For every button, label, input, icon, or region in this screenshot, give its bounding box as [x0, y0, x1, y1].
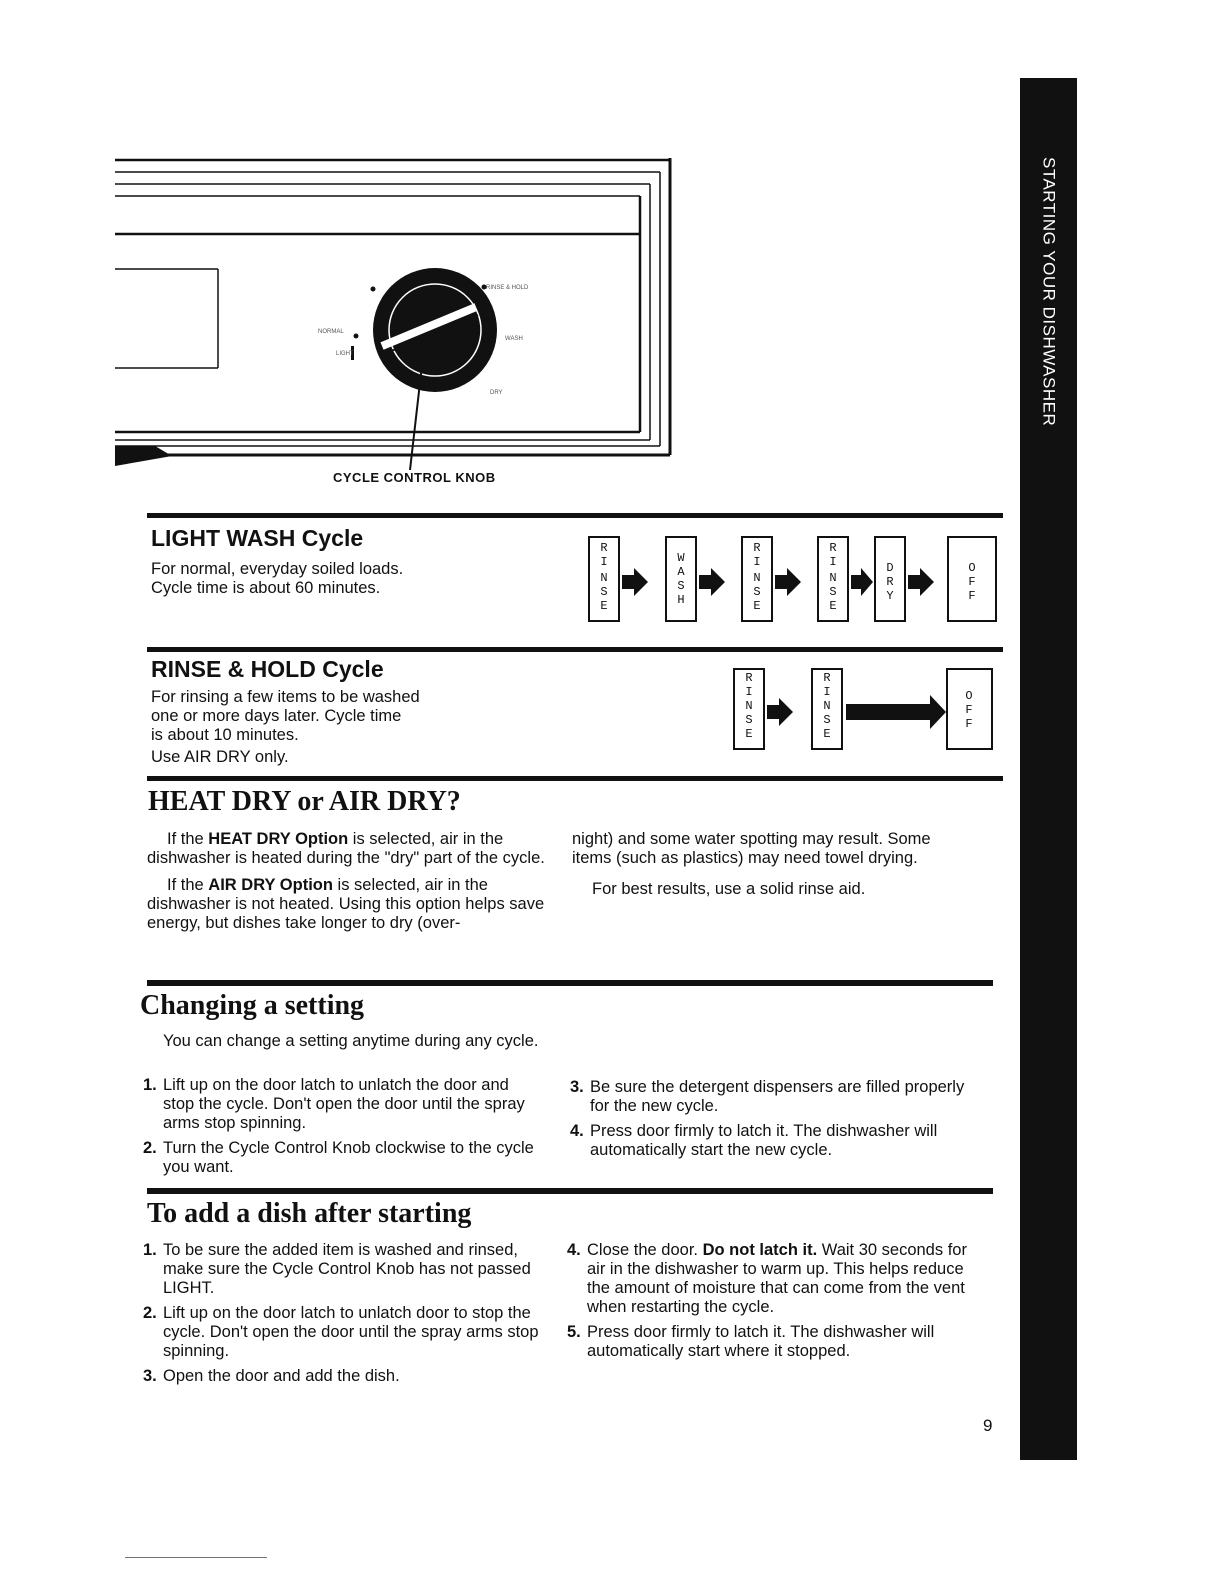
svg-text:I: I: [753, 555, 761, 569]
svg-text:O: O: [968, 561, 976, 575]
svg-text:F: F: [965, 717, 973, 731]
svg-text:S: S: [677, 579, 685, 593]
list-item: 4. Press door firmly to latch it. The dishwasher will automatically start the new cycle.: [570, 1122, 938, 1159]
svg-text:Y: Y: [886, 589, 894, 603]
rinse-hold-line: Use AIR DRY only.: [151, 748, 289, 766]
sidebar-tab: [1020, 78, 1077, 1460]
scan-line: [125, 1557, 267, 1558]
svg-text:N: N: [600, 571, 608, 585]
svg-text:S: S: [753, 585, 761, 599]
light-wash-title: LIGHT WASH Cycle: [151, 525, 364, 551]
svg-text:E: E: [600, 599, 608, 613]
list-item: 4. Close the door. Do not latch it. Wait 30 seconds for air in the dishwasher to warm up. This helps reduce the amount of moisture that can come from the vent when restarting the cycle.: [567, 1241, 967, 1316]
control-panel-illustration: [110, 150, 680, 470]
light-wash-cycle-diagram: [588, 535, 998, 630]
divider: [147, 776, 1003, 781]
svg-text:I: I: [745, 685, 753, 699]
svg-text:WASH: WASH: [505, 336, 523, 342]
heat-dry-paragraph: If the HEAT DRY Option is selected, air in the dishwasher is heated during the "dry" part of the cycle.: [147, 830, 545, 867]
air-dry-paragraph: If the AIR DRY Option is selected, air in the dishwasher is not heated. Using this option helps save energy, but dishes take longer to dry (over-: [147, 876, 545, 932]
svg-text:N: N: [829, 571, 837, 585]
heat-dry-continued: night) and some water spotting may result. Some items (such as plastics) may need towel drying.: [572, 830, 931, 867]
svg-text:E: E: [823, 727, 831, 741]
svg-text:RINSE & HOLD: RINSE & HOLD: [486, 285, 529, 291]
svg-text:F: F: [965, 703, 973, 717]
rinse-hold-cycle-diagram: [732, 667, 997, 757]
svg-text:N: N: [753, 571, 761, 585]
heat-dry-title: HEAT DRY or AIR DRY?: [148, 786, 461, 817]
changing-list-left: [143, 1076, 543, 1183]
svg-text:F: F: [968, 589, 976, 603]
rinse-aid-tip: For best results, use a solid rinse aid.: [592, 880, 866, 898]
heat-dry-right-column: [572, 830, 972, 899]
rinse-hold-line: is about 10 minutes.: [151, 726, 299, 744]
rinse-hold-description: [151, 688, 420, 767]
svg-text:R: R: [745, 671, 753, 685]
svg-text:O: O: [965, 689, 973, 703]
divider: [147, 513, 1003, 518]
svg-text:E: E: [745, 727, 753, 741]
list-item: 5. Press door firmly to latch it. The dishwasher will automatically start where it stopped.: [567, 1323, 935, 1360]
svg-text:R: R: [753, 541, 761, 555]
light-wash-description: [151, 560, 403, 598]
list-item: 1. To be sure the added item is washed and rinsed, make sure the Cycle Control Knob has not passed LIGHT.: [143, 1241, 531, 1297]
rinse-hold-line: For rinsing a few items to be washed: [151, 688, 420, 706]
changing-title: Changing a setting: [140, 990, 365, 1021]
light-wash-line: Cycle time is about 60 minutes.: [151, 579, 381, 597]
step-letter: R: [600, 541, 608, 555]
svg-text:D: D: [886, 561, 894, 575]
svg-text:I: I: [829, 555, 837, 569]
svg-text:N: N: [823, 699, 831, 713]
cycle-control-knob-caption: CYCLE CONTROL KNOB: [333, 470, 496, 485]
svg-text:S: S: [823, 713, 831, 727]
rinse-hold-line: one or more days later. Cycle time: [151, 707, 402, 725]
list-item: 2. Lift up on the door latch to unlatch door to stop the cycle. Don't open the door until the spray arms stop spinning.: [143, 1304, 539, 1360]
changing-list-right: [570, 1078, 980, 1166]
svg-text:F: F: [968, 575, 976, 589]
divider: [147, 647, 1003, 652]
page-number: 9: [983, 1416, 993, 1435]
svg-text:NORMAL: NORMAL: [318, 329, 344, 335]
list-item: 3. Open the door and add the dish.: [143, 1367, 400, 1385]
list-item: 1. Lift up on the door latch to unlatch the door and stop the cycle. Don't open the door until the spray arms stop spinning.: [143, 1076, 525, 1132]
svg-text:N: N: [745, 699, 753, 713]
svg-text:I: I: [600, 555, 608, 569]
svg-text:H: H: [677, 593, 685, 607]
add-dish-list-left: [143, 1241, 543, 1392]
svg-text:S: S: [829, 585, 837, 599]
svg-text:R: R: [886, 575, 894, 589]
svg-text:S: S: [745, 713, 753, 727]
svg-text:DRY: DRY: [490, 390, 503, 396]
list-item: 2. Turn the Cycle Control Knob clockwise to the cycle you want.: [143, 1139, 534, 1176]
svg-text:E: E: [753, 599, 761, 613]
svg-text:I: I: [823, 685, 831, 699]
changing-intro: You can change a setting anytime during any cycle.: [163, 1032, 539, 1050]
svg-text:W: W: [677, 551, 685, 565]
rinse-hold-title: RINSE & HOLD Cycle: [151, 656, 384, 682]
light-wash-line: For normal, everyday soiled loads.: [151, 560, 404, 578]
add-dish-list-right: [567, 1241, 967, 1367]
svg-text:S: S: [600, 585, 608, 599]
svg-text:A: A: [677, 565, 685, 579]
svg-text:R: R: [823, 671, 831, 685]
add-dish-title: To add a dish after starting: [147, 1198, 472, 1229]
sidebar-label: STARTING YOUR DISHWASHER: [1039, 157, 1059, 427]
divider: [147, 1188, 993, 1194]
list-item: 3. Be sure the detergent dispensers are filled properly for the new cycle.: [570, 1078, 965, 1115]
heat-dry-left-column: [147, 830, 547, 933]
svg-text:LIGHT: LIGHT: [336, 351, 354, 357]
divider: [147, 980, 993, 986]
svg-text:R: R: [829, 541, 837, 555]
svg-text:E: E: [829, 599, 837, 613]
